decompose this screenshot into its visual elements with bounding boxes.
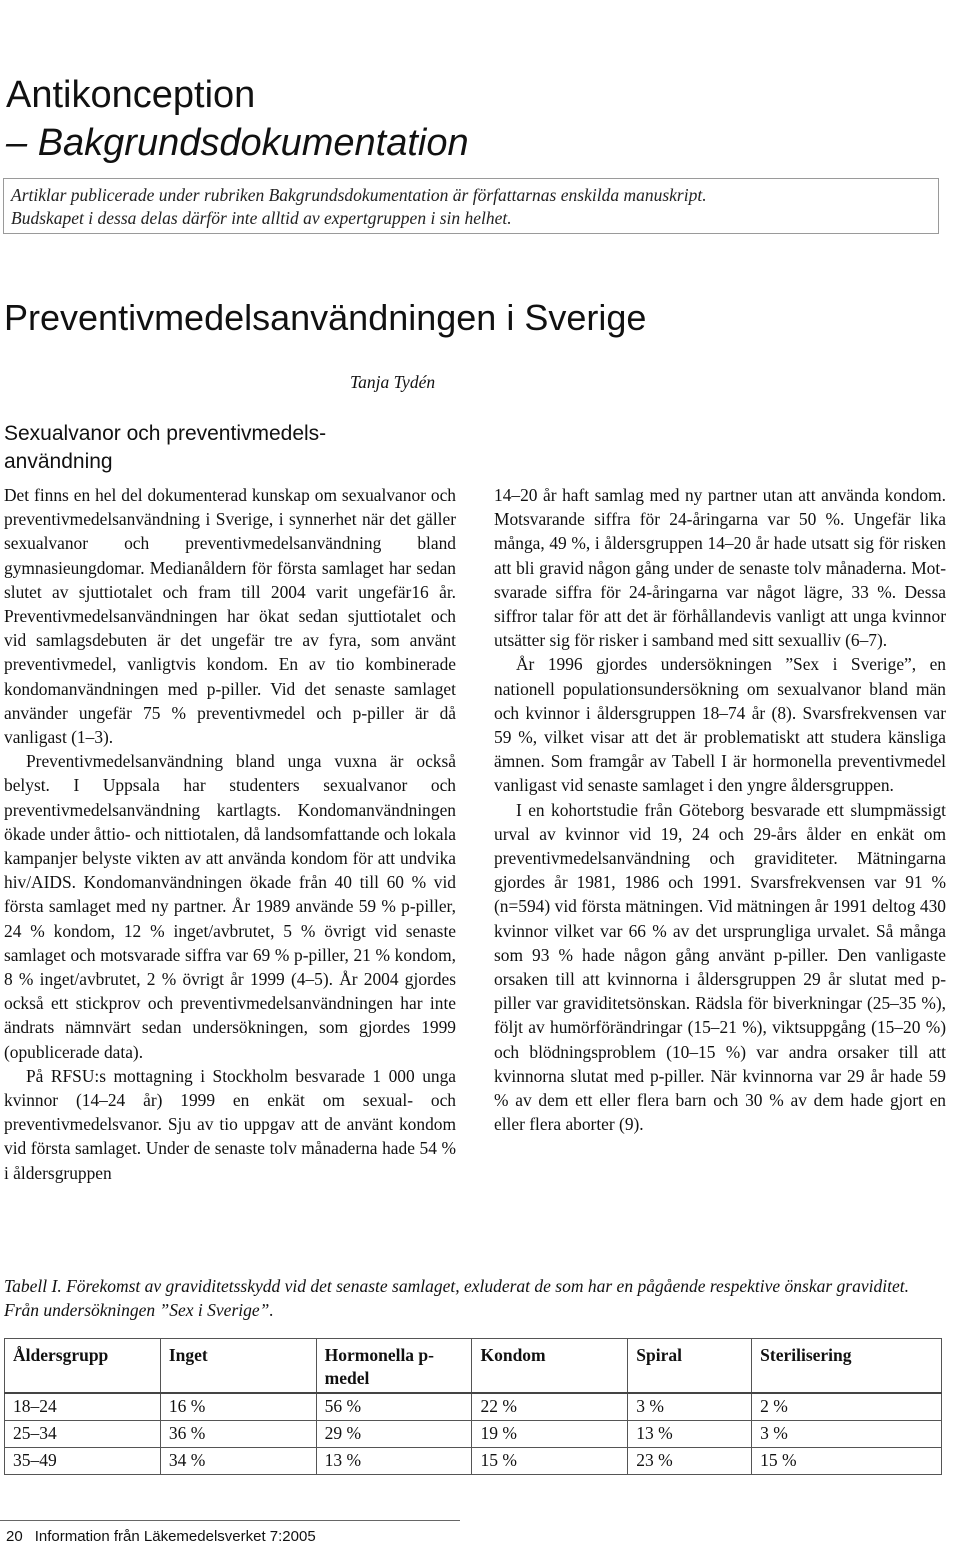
body-paragraph: På RFSU:s mottagning i Stockholm besvarade 1 000 unga kvinnor (14–24 år) 1999 en enkät om sexual- och preventivmedelsvanor. Sju av tio uppgav att de använt kondom vid första samlaget. Under de senaste tolv månaderna hade 54 % i åldersgruppen [4,1065,456,1183]
table-header-row [5,1339,942,1394]
table-row [5,1421,942,1448]
column-header: Hormonella p-medel [316,1339,472,1394]
disclaimer-line: Artiklar publicerade under rubriken Bakgrundsdokumentation är författarnas enskilda manuskript. [11,185,707,205]
body-column-right [494,483,946,1136]
data-table [4,1338,942,1475]
table-cell: 22 % [472,1393,628,1421]
table-cell: 13 % [628,1421,752,1448]
page-number: 20 [6,1528,23,1545]
body-paragraph: År 1996 gjordes undersökningen ”Sex i Sverige”, en nationell populationsundersökning om sexualvanor bland män och kvinnor i åldersgruppen 18–74 år (8). Svarsfrekvensen var 59 %, vilket visar att det är problematiskt att studera känsliga ämnen. Som framgår av Tabell I är hormonella preventivmedel vanligast vid senaste samlaget i den yngre åldersgruppen. [494,654,946,796]
document-subtitle: – Bakgrundsdokumentation [6,122,469,164]
disclaimer-line: Budskapet i dessa delas därför inte alltid av expertgruppen i sin helhet. [11,208,512,228]
table-caption: Tabell I. Förekomst av graviditetsskydd vid det senaste samlaget, exluderat de som har en pågående respektive önskar graviditet. Från undersökningen ”Sex i Sverige”. [4,1276,909,1320]
publication-name: Information från Läkemedelsverket 7:2005 [34,1528,316,1545]
table-cell: 15 % [472,1448,628,1475]
table-cell: 19 % [472,1421,628,1448]
table-cell: 13 % [316,1448,472,1475]
table-row [5,1393,942,1421]
column-header: Åldersgrupp [5,1339,161,1394]
column-header: Inget [160,1339,316,1394]
table-row [5,1448,942,1475]
body-column-left [4,483,456,1185]
column-header: Spiral [628,1339,752,1394]
body-paragraph: I en kohortstudie från Göteborg besvarade ett slumpmässigt urval av kvinnor vid 19, 24 och 29-års ålder en enkät om preventivmedelsanvändning och graviditeter. Mätningarna gjordes år 1981, 1986 och 1991. Svarsfrekvensen var 91 % (n=594) vid första mätningen. Vid mätningen år 1991 deltog 430 kvinnor vilket var 66 % av det ursprungliga urvalet. Så många som 93 % hade någon gång använt p-piller. Den vanligaste orsaken till att kvinnorna i åldersgruppen 29 år slutat med p-piller var graviditetsönskan. Rädsla för biverkningar (25–35 %), följt av humörförändringar (15–21 %), viktsuppgång (15–20 %) och blödningsproblem (10–15 %) var andra orsaker till att kvinnorna slutat med p-piller. När kvinnorna var 29 år hade 59 % av dem ett eller flera barn och 30 % av dem hade gjort en eller flera aborter (9). [494,799,946,1135]
page-footer [6,1528,316,1545]
section-heading-line: Sexualvanor och preventivmedels- [4,422,327,445]
document-title: Antikonception [6,74,256,116]
section-heading-line: användning [4,450,113,473]
column-header: Kondom [472,1339,628,1394]
table-cell: 15 % [752,1448,942,1475]
table-cell: 2 % [752,1393,942,1421]
table-cell: 16 % [160,1393,316,1421]
table-cell: 29 % [316,1421,472,1448]
disclaimer-box [3,178,939,234]
table-cell: 18–24 [5,1393,161,1421]
table-cell: 25–34 [5,1421,161,1448]
table-cell: 34 % [160,1448,316,1475]
body-paragraph: Det finns en hel del dokumenterad kunskap om sexualvanor och preventivmedelsanvändning i Sverige, i synnerhet när det gäller sexualvanor och preventivmedelsanvändning bland gymnasieungdomar. Medianåldern för första samlaget har sedan slutet av sjuttiotalet och fram till 2004 varit ungefär16 år. Preventivmedelsanvändningen har ökat sedan sjuttiotalet och vid samlagsdebuten är det ungefär tre av fyra, som använt preventivmedel, vanligtvis kondom. En av tio kombinerade kondomanvändningen med p-piller. Vid det senaste samlaget använder ungefär 75 % preventivmedel och p-piller är då vanligast (1–3). [4,485,456,748]
footer-divider [0,1520,460,1521]
section-heading [4,420,326,476]
body-paragraph: 14–20 år haft samlag med ny partner utan att använda kondom. Motsvarande siffra för 24-åringarna var 50 %. Ungefär lika många, 49 %, i åldersgruppen 14–20 år hade utsatt sig för risken att bli gravid någon gång under de senaste tolv månaderna. Motsvarade siffra för 24-åringarna var något lägre, 33 %. Dessa siffror talar för att det är förhållandevis vanligt att unga kvinnor utsätter sig för risker i samband med sitt sexualliv (6–7). [494,485,946,651]
article-title: Preventivmedelsanvändningen i Sverige [4,297,647,338]
table-cell: 3 % [628,1393,752,1421]
table-cell: 56 % [316,1393,472,1421]
table-cell: 35–49 [5,1448,161,1475]
table-cell: 3 % [752,1421,942,1448]
author-name: Tanja Tydén [350,372,436,392]
table-cell: 36 % [160,1421,316,1448]
body-paragraph: Preventivmedelsanvändning bland unga vuxna är också belyst. I Uppsala har studenters sexualvanor och preventivmedelsanvändning kartlagts. Kondomanvändningen ökade under åttio- och nittiotalen, då landsomfattande och lokala kampanjer belyste vikten av att använda kondom för att undvika hiv/AIDS. Kondomanvändningen ökade från 40 till 60 % vid första samlaget med ny partner. År 1989 använde 59 % p-piller, 24 % kondom, 12 % inget/avbrutet, 5 % övrigt vid senaste samlaget och motsvarade siffra var 69 % p-piller, 21 % kondom, 8 % inget/avbrutet, 2 % övrigt år 1999 (4–5). År 2004 gjordes också ett stickprov och preventivmedelsanvändningen har inte ändrats nämnvärt sedan undersökningen, som gjordes 1999 (opublicerade data). [4,751,456,1062]
column-header: Sterilisering [752,1339,942,1394]
table-cell: 23 % [628,1448,752,1475]
